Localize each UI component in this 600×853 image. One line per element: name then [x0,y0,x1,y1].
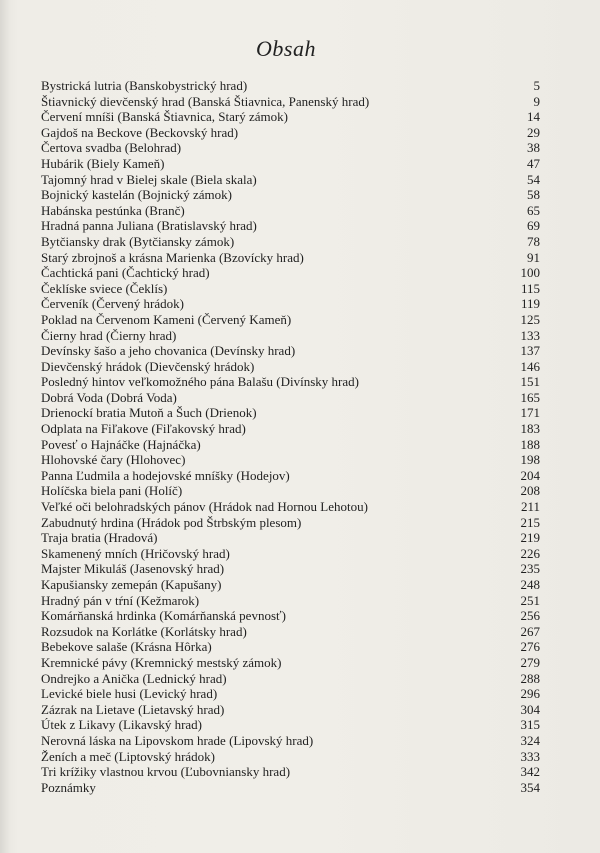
toc-entry-page-number: 78 [527,233,540,249]
toc-entry-page-number: 315 [520,717,540,733]
toc-entry-page-number: 296 [520,686,540,702]
toc-entry-title: Tajomný hrad v Bielej skale (Biela skala) [41,171,257,187]
toc-entry-title: Odplata na Fiľakove (Fiľakovský hrad) [41,421,246,437]
toc-entry [41,452,540,468]
toc-entry [41,764,540,780]
toc-entry-page-number: 204 [520,467,540,483]
toc-entry-title: Čierny hrad (Čierny hrad) [41,327,177,343]
toc-entry-page-number: 14 [527,109,540,125]
toc-entry [41,702,540,718]
toc-entry [41,218,540,234]
toc-entry-title: Ženích a meč (Liptovský hrádok) [41,748,215,764]
toc-entry-title: Zabudnutý hrdina (Hrádok pod Štrbským plesom) [41,514,302,530]
toc-entry-title: Dobrá Voda (Dobrá Voda) [41,389,177,405]
toc-entry-title: Bystrická lutria (Banskobystrický hrad) [41,78,248,93]
toc-entry-title: Kremnické pávy (Kremnický mestský zámok) [41,654,282,670]
toc-entry-title: Nerovná láska na Lipovskom hrade (Lipovský hrad) [41,732,314,748]
toc-entry-title: Starý zbrojnoš a krásna Marienka (Bzovícky hrad) [41,249,304,265]
toc-entry-page-number: 276 [520,639,540,655]
toc-entry-page-number: 151 [520,374,540,390]
toc-entry-title: Traja bratia (Hradová) [41,530,158,546]
toc-entry-page-number: 29 [527,124,540,140]
toc-entry-page-number: 119 [520,296,540,312]
toc-entry [41,109,540,125]
toc-entry-page-number: 211 [520,499,540,515]
toc-entry-page-number: 208 [520,483,540,499]
toc-entry [41,125,540,141]
toc-entry-page-number: 5 [533,78,540,93]
toc-entry [41,312,540,328]
toc-entry-title: Majster Mikuláš (Jasenovský hrad) [41,561,225,577]
toc-entry-page-number: 47 [527,155,540,171]
toc-entry-title: Levické biele husi (Levický hrad) [41,686,218,702]
toc-entry-title: Štiavnický dievčenský hrad (Banská Štiavnica, Panenský hrad) [41,93,370,109]
toc-entry-title: Kapušiansky zemepán (Kapušany) [41,577,222,592]
toc-entry-title: Komárňanská hrdinka (Komárňanská pevnosť) [41,608,286,624]
toc-entry [41,593,540,609]
toc-entry-page-number: 188 [520,436,540,452]
toc-entry-title: Čertova svadba (Belohrad) [41,140,182,156]
toc-entry [41,655,540,671]
toc-entry [41,328,540,344]
toc-entry-page-number: 304 [520,701,540,717]
toc-entry-page-number: 9 [533,93,540,109]
toc-entry-page-number: 58 [527,187,540,203]
toc-entry-page-number: 171 [520,405,540,421]
toc-entry-page-number: 235 [520,561,540,577]
toc-entry-page-number: 133 [520,327,540,343]
toc-entry [41,265,540,281]
toc-entry-page-number: 91 [527,249,540,265]
toc-entry-title: Hradný pán v tŕní (Kežmarok) [41,592,200,608]
toc-entry-title: Čeklíske sviece (Čeklís) [41,280,168,296]
toc-entry-page-number: 256 [520,608,540,624]
toc-entry [41,515,540,531]
toc-entry [41,405,540,421]
toc-entry [41,717,540,733]
toc-entry [41,281,540,297]
toc-entry [41,468,540,484]
toc-entry-title: Bojnický kastelán (Bojnický zámok) [41,187,232,203]
toc-entry [41,561,540,577]
toc-entry-page-number: 226 [520,545,540,561]
toc-entry-page-number: 279 [520,654,540,670]
toc-entry-page-number: 137 [520,343,540,359]
toc-entry-title: Devínsky šašo a jeho chovanica (Devínsky hrad) [41,343,296,359]
toc-entry-page-number: 354 [520,779,540,795]
toc-entry-title: Bytčiansky drak (Bytčiansky zámok) [41,233,235,249]
toc-entry-page-number: 69 [527,218,540,234]
toc-entry [41,234,540,250]
toc-entry-page-number: 125 [520,311,540,327]
toc-entry-title: Červení mníši (Banská Štiavnica, Starý zámok) [41,109,288,125]
toc-entry-title: Panna Ľudmila a hodejovské mníšky (Hodejov) [41,467,290,483]
toc-entry-title: Povesť o Hajnáčke (Hajnáčka) [41,436,201,452]
toc-entry-page-number: 183 [520,421,540,437]
toc-entry [41,187,540,203]
toc-entry-title: Tri krížiky vlastnou krvou (Ľubovniansky hrad) [41,764,291,780]
toc-entry-title: Veľké oči belohradských pánov (Hrádok nad Hornou Lehotou) [41,499,368,515]
toc-entry-title: Poklad na Červenom Kameni (Červený Kameň) [41,311,292,327]
toc-entry-page-number: 288 [520,670,540,686]
toc-entry [41,546,540,562]
toc-entry [41,733,540,749]
toc-entry-title: Habánska pestúnka (Branč) [41,202,185,218]
toc-entry-page-number: 54 [527,171,540,187]
toc-entry-title: Hlohovské čary (Hlohovec) [41,452,186,468]
toc-entry [41,343,540,359]
toc-entry-page-number: 115 [520,280,540,296]
toc-entry-page-number: 248 [520,577,540,592]
toc-entry-title: Bebekove salaše (Krásna Hôrka) [41,639,212,655]
toc-entry-page-number: 38 [527,140,540,156]
toc-entry [41,780,540,796]
table-of-contents [41,78,540,795]
toc-entry [41,483,540,499]
toc-entry-title: Drienockí bratia Mutoň a Šuch (Drienok) [41,405,257,421]
toc-entry [41,172,540,188]
toc-entry [41,78,540,94]
toc-entry [41,437,540,453]
toc-entry [41,686,540,702]
page-title: Obsah [256,36,316,61]
toc-entry [41,624,540,640]
spine-shadow [0,0,10,853]
toc-entry-page-number: 267 [520,623,540,639]
toc-entry-page-number: 100 [520,265,540,281]
toc-entry-title: Hubárik (Biely Kameň) [41,155,165,171]
toc-entry-title: Rozsudok na Korlátke (Korlátsky hrad) [41,623,247,639]
toc-entry [41,359,540,375]
toc-entry [41,577,540,593]
toc-entry [41,374,540,390]
toc-entry-title: Holíčska biela pani (Holíč) [41,483,183,499]
toc-entry-title: Útek z Likavy (Likavský hrad) [41,717,203,733]
toc-entry [41,499,540,515]
toc-entry-page-number: 333 [520,748,540,764]
toc-entry-title: Skamenený mních (Hričovský hrad) [41,545,230,561]
toc-entry-page-number: 165 [520,389,540,405]
toc-entry-page-number: 342 [520,764,540,780]
toc-entry-title: Hradná panna Juliana (Bratislavský hrad) [41,218,257,234]
toc-entry [41,749,540,765]
toc-entry [41,390,540,406]
toc-entry-page-number: 324 [520,732,540,748]
toc-entry [41,94,540,110]
toc-entry-title: Čachtická pani (Čachtický hrad) [41,265,210,281]
toc-entry-title: Červeník (Červený hrádok) [41,296,184,312]
toc-entry-title: Posledný hintov veľkomožného pána Balašu (Divínsky hrad) [41,374,359,390]
toc-entry [41,608,540,624]
toc-entry [41,671,540,687]
toc-entry [41,250,540,266]
toc-entry [41,156,540,172]
toc-entry-page-number: 219 [520,530,540,546]
toc-entry [41,530,540,546]
toc-entry [41,639,540,655]
toc-entry-title: Poznámky [41,779,96,795]
toc-entry-page-number: 251 [520,592,540,608]
toc-entry-title: Ondrejko a Anička (Lednický hrad) [41,670,227,686]
toc-entry [41,203,540,219]
toc-entry-page-number: 146 [520,358,540,374]
toc-entry-page-number: 198 [520,452,540,468]
toc-entry-page-number: 215 [520,514,540,530]
toc-entry-title: Gajdoš na Beckove (Beckovský hrad) [41,124,239,140]
toc-entry-title: Zázrak na Lietave (Lietavský hrad) [41,701,225,717]
toc-entry-title: Dievčenský hrádok (Dievčenský hrádok) [41,358,255,374]
toc-entry [41,140,540,156]
toc-entry [41,421,540,437]
toc-entry-page-number: 65 [527,202,540,218]
toc-entry [41,296,540,312]
